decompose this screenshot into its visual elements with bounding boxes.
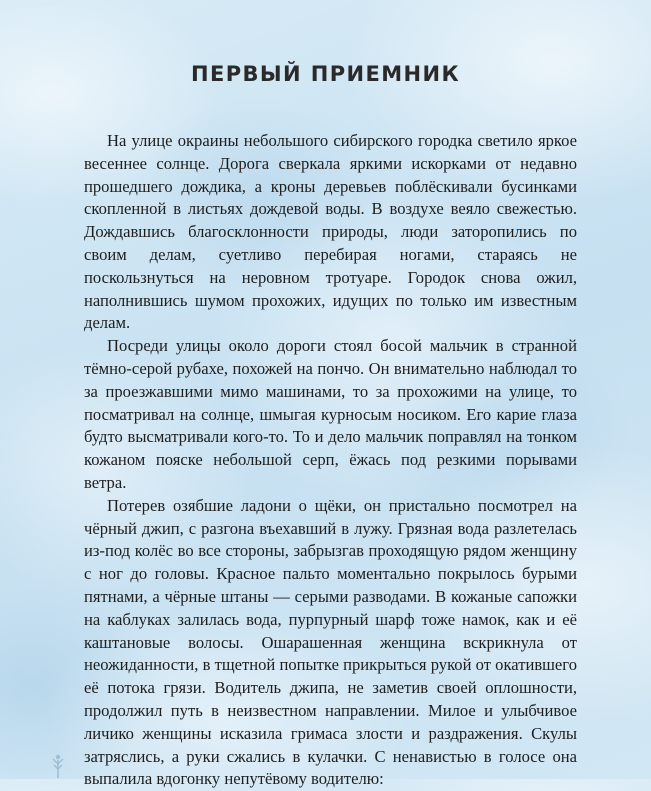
paragraph-1: На улице окраины небольшого сибирского городка светило яркое весеннее солнце. Дорога сверкала яркими искорками от недавно прошедшего дождика, а кроны деревьев поблёскивали бусинками скопленной в листьях дождевой воды. В воздухе веяло свежестью. Дождавшись благосклонности природы, люди заторопились по своим делам, суетливо перебирая ногами, стараясь не поскользнуться на неровном тротуаре. Городок снова ожил, наполнившись шумом прохожих, идущих по только им известным делам. <box>84 131 577 333</box>
chapter-title: ПЕРВЫЙ ПРИЕМНИК <box>190 62 461 86</box>
paragraph-3: Потерев озябшие ладони о щёки, он пристально посмотрел на чёрный джип, с разгона въехавший в лужу. Грязная вода разлетелась из-под колёс во все стороны, забрызгав проходящую рядом женщину с ног до головы. Красное пальто моментально покрылось бурыми пятнами, а чёрные штаны — серыми разводами. В кожаные сапожки на каблуках залилась вода, пурпурный шарф тоже намок, как и её каштановые волосы. Ошарашенная женщина вскрикнула от неожиданности, в тщетной попытке прикрыться рукой от окатившего её потока грязи. Водитель джипа, не заметив своей оплошности, продолжил путь в неизвестном направлении. Милое и улыбчивое личико женщины исказила гримаса злости и раздражения. Скулы затряслись, а руки сжались в кулачки. С ненавистью в голосе она выпалила вдогонку непутёвому водителю: <box>84 495 577 789</box>
chapter-body <box>84 130 577 791</box>
snow-sprout-icon <box>50 752 66 778</box>
paragraph-2: Посреди улицы около дороги стоял босой мальчик в странной тёмно-серой рубахе, похожей на пончо. Он внимательно наблюдал то за проезжавшими мимо машинами, то за прохожими на улице, то посматривал на солнце, шмыгая курносым носиком. Его карие глаза будто высматривали кого-то. То и дело мальчик поправлял на тонком кожаном пояске небольшой серп, ёжась под резкими порывами ветра. <box>84 336 577 492</box>
